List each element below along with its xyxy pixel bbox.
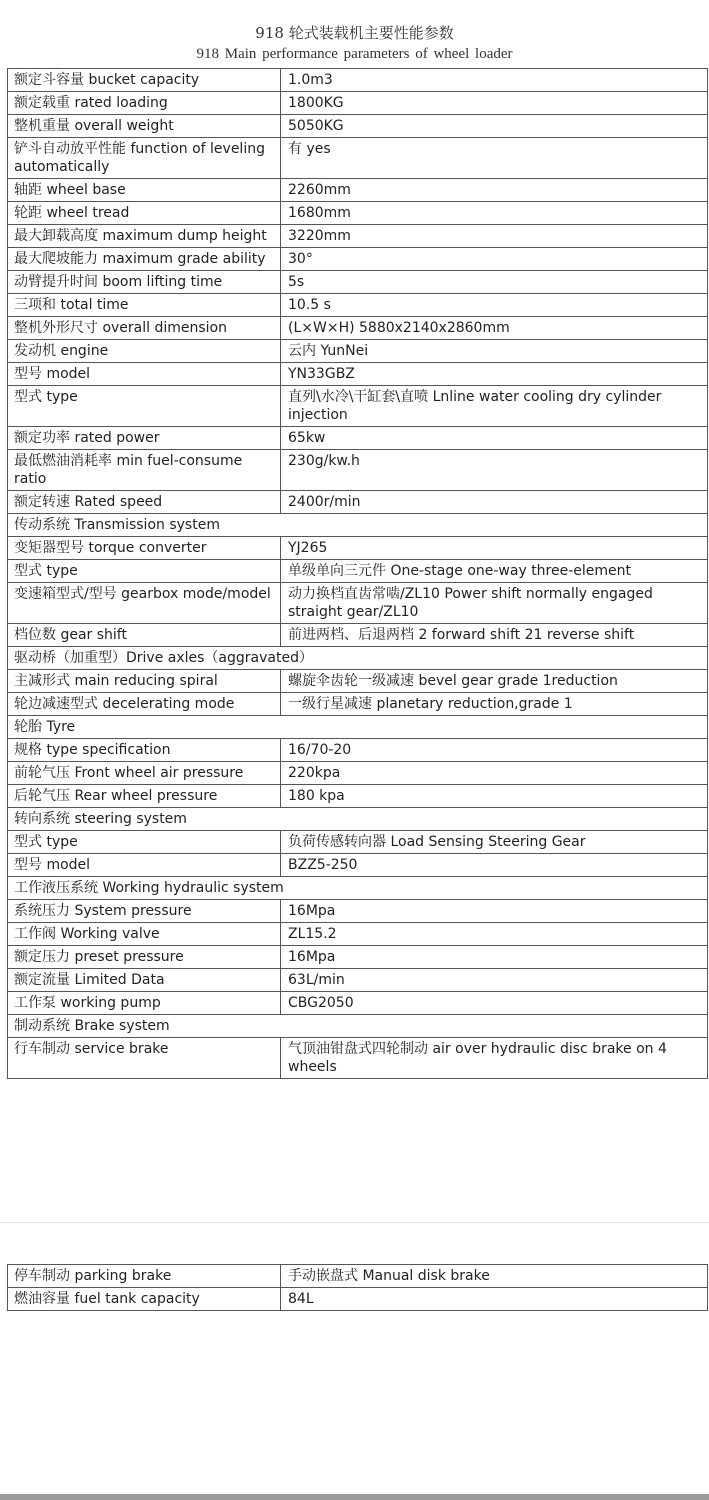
table-row <box>8 491 708 514</box>
parameter-value: 直列\水冷\干缸套\直喷 Lnline water cooling dry cylinder injection <box>281 386 708 427</box>
parameter-value: 手动嵌盘式 Manual disk brake <box>281 1265 708 1288</box>
table-row <box>8 115 708 138</box>
parameter-name: 系统压力 System pressure <box>8 900 281 923</box>
section-header: 驱动桥（加重型）Drive axles（aggravated） <box>8 647 708 670</box>
table-row <box>8 69 708 92</box>
parameter-name: 工作泵 working pump <box>8 992 281 1015</box>
bottom-scrollbar[interactable] <box>0 1494 709 1500</box>
parameter-name: 额定载重 rated loading <box>8 92 281 115</box>
parameter-name: 主减形式 main reducing spiral <box>8 670 281 693</box>
parameter-name: 燃油容量 fuel tank capacity <box>8 1288 281 1311</box>
table-row <box>8 386 708 427</box>
parameter-value: 单级单向三元件 One-stage one-way three-element <box>281 560 708 583</box>
parameter-name: 行车制动 service brake <box>8 1038 281 1079</box>
table-row <box>8 969 708 992</box>
parameter-name: 整机重量 overall weight <box>8 115 281 138</box>
parameter-name: 规格 type specification <box>8 739 281 762</box>
parameter-value: 2400r/min <box>281 491 708 514</box>
table-row <box>8 427 708 450</box>
parameter-value: 5s <box>281 271 708 294</box>
table-row <box>8 271 708 294</box>
parameter-name: 发动机 engine <box>8 340 281 363</box>
parameter-value: 65kw <box>281 427 708 450</box>
parameter-value: 负荷传感转向器 Load Sensing Steering Gear <box>281 831 708 854</box>
table-row <box>8 1265 708 1288</box>
table-row <box>8 294 708 317</box>
parameter-value: 5050KG <box>281 115 708 138</box>
parameter-value: 动力换档直齿常啮/ZL10 Power shift normally engaged straight gear/ZL10 <box>281 583 708 624</box>
parameter-name: 型式 type <box>8 831 281 854</box>
parameter-value: 3220mm <box>281 225 708 248</box>
table-row <box>8 317 708 340</box>
parameter-value: 云内 YunNei <box>281 340 708 363</box>
page-title-english: 918 Main performance parameters of wheel loader <box>196 46 513 62</box>
parameter-name: 变矩器型号 torque converter <box>8 537 281 560</box>
parameter-name: 整机外形尺寸 overall dimension <box>8 317 281 340</box>
parameter-name: 前轮气压 Front wheel air pressure <box>8 762 281 785</box>
table-row <box>8 138 708 179</box>
table-row <box>8 647 708 670</box>
table-row <box>8 1038 708 1079</box>
section-header: 转向系统 steering system <box>8 808 708 831</box>
table-row <box>8 716 708 739</box>
parameter-value: 63L/min <box>281 969 708 992</box>
table-row <box>8 877 708 900</box>
parameter-name: 停车制动 parking brake <box>8 1265 281 1288</box>
parameter-value: 10.5 s <box>281 294 708 317</box>
table-row <box>8 785 708 808</box>
table-row <box>8 1288 708 1311</box>
parameter-name: 型式 type <box>8 386 281 427</box>
parameter-name: 最低燃油消耗率 min fuel-consume ratio <box>8 450 281 491</box>
parameter-name: 变速箱型式/型号 gearbox mode/model <box>8 583 281 624</box>
table-row <box>8 537 708 560</box>
table-row <box>8 363 708 386</box>
parameter-value: 1800KG <box>281 92 708 115</box>
table-row <box>8 248 708 271</box>
table-row <box>8 1015 708 1038</box>
section-header: 传动系统 Transmission system <box>8 514 708 537</box>
table-row <box>8 762 708 785</box>
parameter-name: 工作阀 Working valve <box>8 923 281 946</box>
parameter-value: 30° <box>281 248 708 271</box>
table-row <box>8 92 708 115</box>
parameter-name: 额定斗容量 bucket capacity <box>8 69 281 92</box>
table-row <box>8 179 708 202</box>
parameter-name: 最大爬坡能力 maximum grade ability <box>8 248 281 271</box>
parameter-value: BZZ5-250 <box>281 854 708 877</box>
parameter-name: 型号 model <box>8 363 281 386</box>
table-row <box>8 340 708 363</box>
parameter-name: 型式 type <box>8 560 281 583</box>
table-row <box>8 992 708 1015</box>
table-row <box>8 946 708 969</box>
spec-table <box>7 68 708 1079</box>
table-row <box>8 624 708 647</box>
parameter-name: 额定压力 preset pressure <box>8 946 281 969</box>
parameter-name: 额定功率 rated power <box>8 427 281 450</box>
parameter-value: 前进两档、后退两档 2 forward shift 21 reverse shift <box>281 624 708 647</box>
parameter-value: 220kpa <box>281 762 708 785</box>
table-row <box>8 202 708 225</box>
parameter-value: 16/70-20 <box>281 739 708 762</box>
parameter-value: YN33GBZ <box>281 363 708 386</box>
parameter-name: 最大卸载高度 maximum dump height <box>8 225 281 248</box>
parameter-value: YJ265 <box>281 537 708 560</box>
table-row <box>8 670 708 693</box>
parameter-value: 16Mpa <box>281 900 708 923</box>
parameter-name: 动臂提升时间 boom lifting time <box>8 271 281 294</box>
table-row <box>8 693 708 716</box>
table-row <box>8 900 708 923</box>
parameter-value: 1.0m3 <box>281 69 708 92</box>
parameter-name: 额定流量 Limited Data <box>8 969 281 992</box>
parameter-name: 额定转速 Rated speed <box>8 491 281 514</box>
parameter-name: 档位数 gear shift <box>8 624 281 647</box>
table-row <box>8 831 708 854</box>
parameter-value: 螺旋伞齿轮一级减速 bevel gear grade 1reduction <box>281 670 708 693</box>
parameter-value: 1680mm <box>281 202 708 225</box>
parameter-value: 180 kpa <box>281 785 708 808</box>
parameter-value: 230g/kw.h <box>281 450 708 491</box>
parameter-name: 轮边减速型式 decelerating mode <box>8 693 281 716</box>
table-row <box>8 560 708 583</box>
table-row <box>8 808 708 831</box>
parameter-name: 三项和 total time <box>8 294 281 317</box>
page-title-chinese: 918 轮式装载机主要性能参数 <box>255 24 454 42</box>
parameter-name: 后轮气压 Rear wheel pressure <box>8 785 281 808</box>
spec-table-continued <box>7 1264 708 1311</box>
parameter-value: (L×W×H) 5880x2140x2860mm <box>281 317 708 340</box>
parameter-value: 一级行星减速 planetary reduction,grade 1 <box>281 693 708 716</box>
table-row <box>8 854 708 877</box>
table-row <box>8 225 708 248</box>
section-header: 轮胎 Tyre <box>8 716 708 739</box>
page-break-divider <box>0 1222 709 1223</box>
parameter-value: 气顶油钳盘式四轮制动 air over hydraulic disc brake on 4 wheels <box>281 1038 708 1079</box>
parameter-name: 型号 model <box>8 854 281 877</box>
table-row <box>8 583 708 624</box>
table-row <box>8 450 708 491</box>
parameter-value: 有 yes <box>281 138 708 179</box>
section-header: 工作液压系统 Working hydraulic system <box>8 877 708 900</box>
parameter-value: 84L <box>281 1288 708 1311</box>
section-header: 制动系统 Brake system <box>8 1015 708 1038</box>
parameter-name: 轮距 wheel tread <box>8 202 281 225</box>
parameter-value: 2260mm <box>281 179 708 202</box>
parameter-name: 铲斗自动放平性能 function of leveling automatically <box>8 138 281 179</box>
table-row <box>8 739 708 762</box>
parameter-value: ZL15.2 <box>281 923 708 946</box>
parameter-value: 16Mpa <box>281 946 708 969</box>
parameter-name: 轴距 wheel base <box>8 179 281 202</box>
table-row <box>8 923 708 946</box>
table-row <box>8 514 708 537</box>
parameter-value: CBG2050 <box>281 992 708 1015</box>
